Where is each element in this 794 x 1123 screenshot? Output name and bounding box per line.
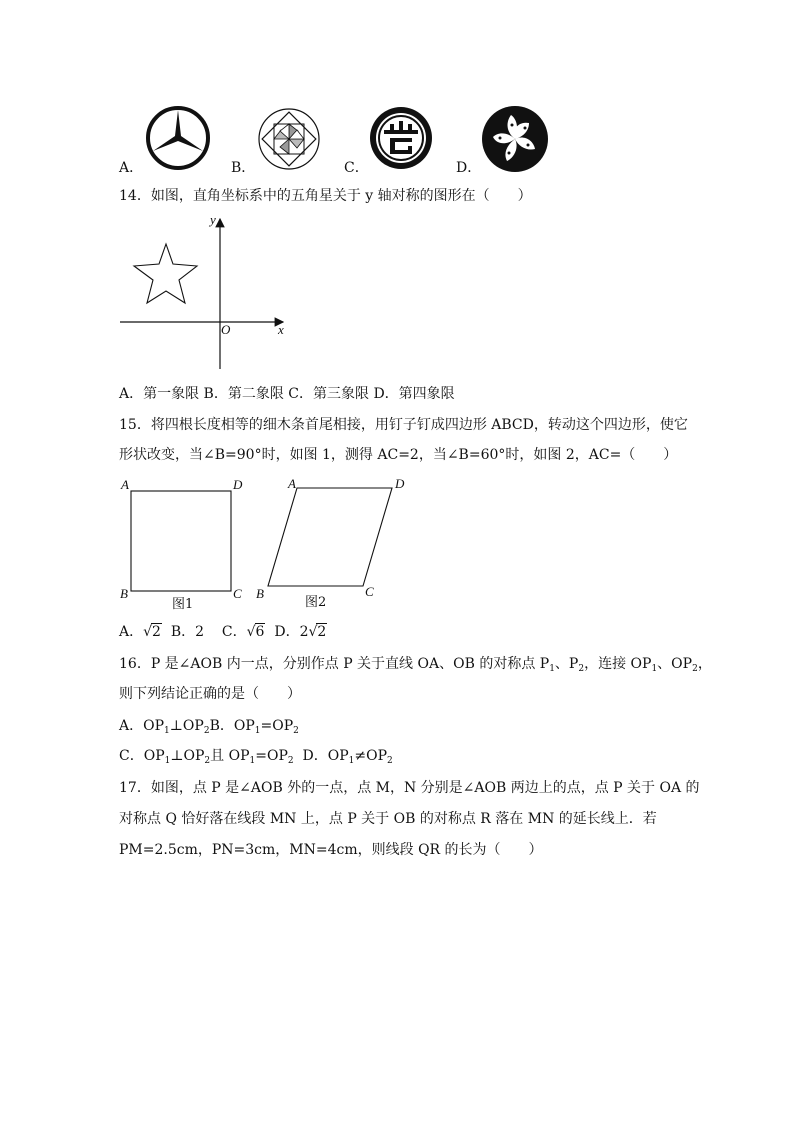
fig2-label-d: D [395,476,405,491]
fig1-caption: 图1 [172,597,194,612]
figure1-square [130,490,232,592]
q15-line1: 15．将四根长度相等的细木条首尾相接，用钉子钉成四边形 ABCD，转动这个四边形，使它 [119,417,688,433]
q15-option-a: A． [119,624,144,640]
bauhinia-flower-icon [481,105,549,173]
q15-option-d: D．2 [274,624,309,640]
q15-answer-options [119,622,327,642]
figure2-rhombus [265,485,395,590]
fig1-label-c: C [233,586,242,601]
fig1-label-d: D [233,477,243,492]
q15-option-b: B．2 [170,624,205,640]
pinwheel-logo-icon [256,106,322,172]
axis-x-label: x [278,322,284,337]
mercedes-logo-icon [145,105,211,171]
five-pointed-star [134,244,197,303]
fig2-caption: 图2 [305,595,327,610]
sqrt-6: √6 [246,624,265,640]
q16-options-ab: A．$OP_1\perp OP_2B$．$OP_1=OP_2$ [119,718,299,736]
round-character-logo-icon [368,105,434,171]
option-d-label: D． [456,160,482,176]
q16-line2: 则下列结论正确的是（ ） [119,686,301,702]
fig2-label-b: B [256,586,264,601]
option-c-label: C． [344,160,369,176]
fig1-label-b: B [120,586,128,601]
origin-label: O [221,322,231,337]
option-a-label: A． [119,160,144,176]
fig2-label-c: C [365,584,374,599]
q16-options-cd: C．$OP_1\perp OP_2$且 $OP_1=OP_2$ D．$OP_1\ne OP_2$ [119,748,393,766]
fig2-label-a: A [288,476,296,491]
coordinate-plane-figure [118,214,293,374]
q17-line1: 17．如图，点 P 是∠AOB 外的一点，点 M，N 分别是∠AOB 两边上的点，点 P 关于 OA 的 [119,780,700,796]
q15-line2: 形状改变，当∠B=90°时，如图 1，测得 AC=2，当∠B=60°时，如图 2，AC=（ ） [119,447,678,463]
fig1-label-a: A [121,477,129,492]
axis-y-label: y [210,212,216,227]
sqrt-2-d: √2 [308,624,327,640]
q14-question: 14．如图，直角坐标系中的五角星关于 y 轴对称的图形在（ ） [119,188,532,204]
option-b-label: B． [231,160,256,176]
q14-answer-options: A．第一象限 B．第二象限 C．第三象限 D．第四象限 [119,386,455,402]
q17-line3: PM=2.5cm，PN=3cm，MN=4cm，则线段 QR 的长为（ ） [119,842,543,858]
q17-line2: 对称点 Q 恰好落在线段 MN 上，点 P 关于 OB 的对称点 R 落在 MN 的延长线上．若 [119,811,657,827]
sqrt-2-a: √2 [143,624,161,640]
q15-option-c: C． [221,624,247,640]
q16-line1: 16．P 是∠AOB 内一点，分别作点 P 关于直线 OA、OB 的对称点 $P_1$、$P_2$，连接 $OP_1$、$OP_2$， [119,656,712,674]
